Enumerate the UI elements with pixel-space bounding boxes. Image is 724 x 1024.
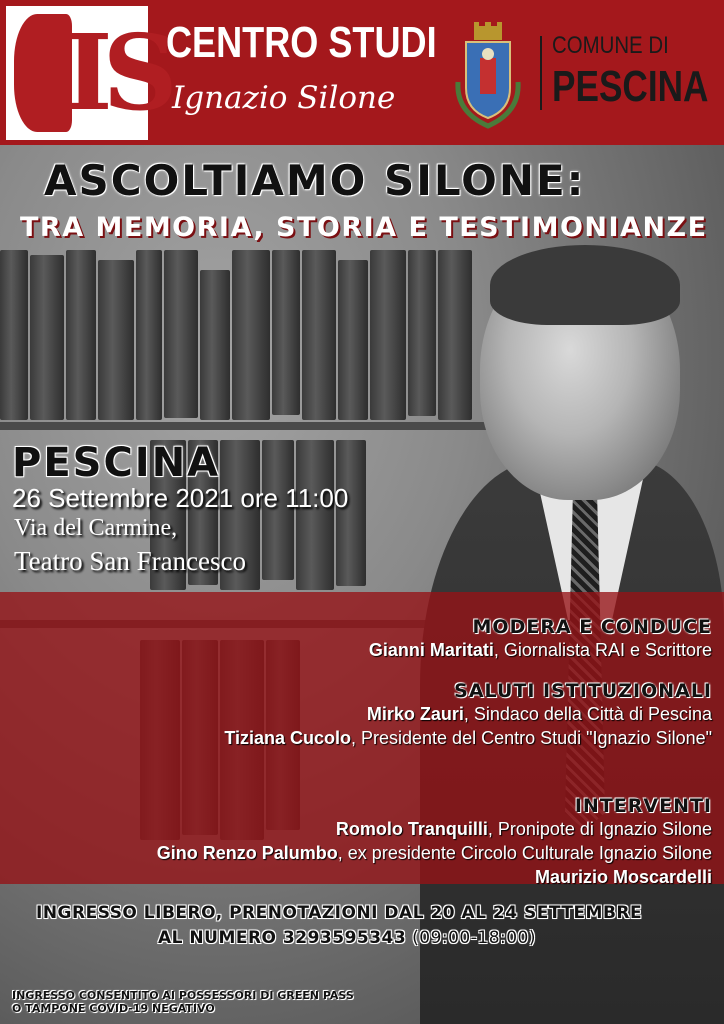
speaker-row [157,817,712,841]
booking-phone: AL NUMERO 3293595343 [158,928,407,948]
event-venue: Teatro San Francesco [14,546,247,576]
speaker-role: , Presidente del Centro Studi "Ignazio Silone" [351,728,712,748]
speaker-role: , Sindaco della Città di Pescina [463,704,712,724]
speaker-role: , Pronipote di Ignazio Silone [487,819,712,839]
event-city: PESCINA [12,440,221,486]
speaker-name: Gianni Maritati [368,640,494,660]
headline-subtitle: TRA MEMORIA, STORIA E TESTIMONIANZE [20,212,708,243]
comune-label: COMUNE DI [552,32,669,59]
section-heading: MODERA E CONDUCE [472,616,712,638]
centro-studi-logo [6,6,168,140]
comune-crest-icon [452,22,524,130]
org-subtitle: Ignazio Silone [172,80,396,116]
speaker-row [369,638,712,662]
logo-letters: IS [64,11,168,134]
headline-title: ASCOLTIAMO SILONE: [44,156,586,205]
speaker-row [157,841,712,865]
section-heading: INTERVENTI [574,795,712,817]
speaker-role: , Giornalista RAI e Scrittore [493,640,712,660]
header-divider [540,36,542,110]
speaker-name: Tiziana Cucolo [224,728,351,748]
green-pass-note-line2: O TAMPONE COVID-19 NEGATIVO [12,1002,215,1015]
speaker-name: Romolo Tranquilli [335,819,488,839]
speaker-name: Maurizio Moscardelli [534,867,712,887]
header-banner [0,0,724,145]
booking-hours: (09:00-18:00) [406,928,537,948]
speaker-name: Gino Renzo Palumbo [156,843,338,863]
program-section-interventi [157,795,712,889]
event-street: Via del Carmine, [14,515,178,541]
program-section-saluti [224,680,712,750]
speaker-row [224,726,712,750]
entry-info-line2 [158,928,536,948]
event-date-time: 26 Settembre 2021 ore 11:00 [12,483,349,513]
section-heading: SALUTI ISTITUZIONALI [454,680,712,702]
speaker-row [224,702,712,726]
comune-name: PESCINA [552,62,709,111]
program-section-modera [369,616,712,662]
speaker-row [157,865,712,889]
org-title: CENTRO STUDI [166,18,437,67]
entry-info-line1: INGRESSO LIBERO, PRENOTAZIONI DAL 20 AL 24 SETTEMBRE [36,903,643,923]
speaker-role: , ex presidente Circolo Culturale Ignazio Silone [337,843,712,863]
speaker-name: Mirko Zauri [366,704,464,724]
green-pass-note-line1: INGRESSO CONSENTITO AI POSSESSORI DI GREEN PASS [12,989,354,1002]
